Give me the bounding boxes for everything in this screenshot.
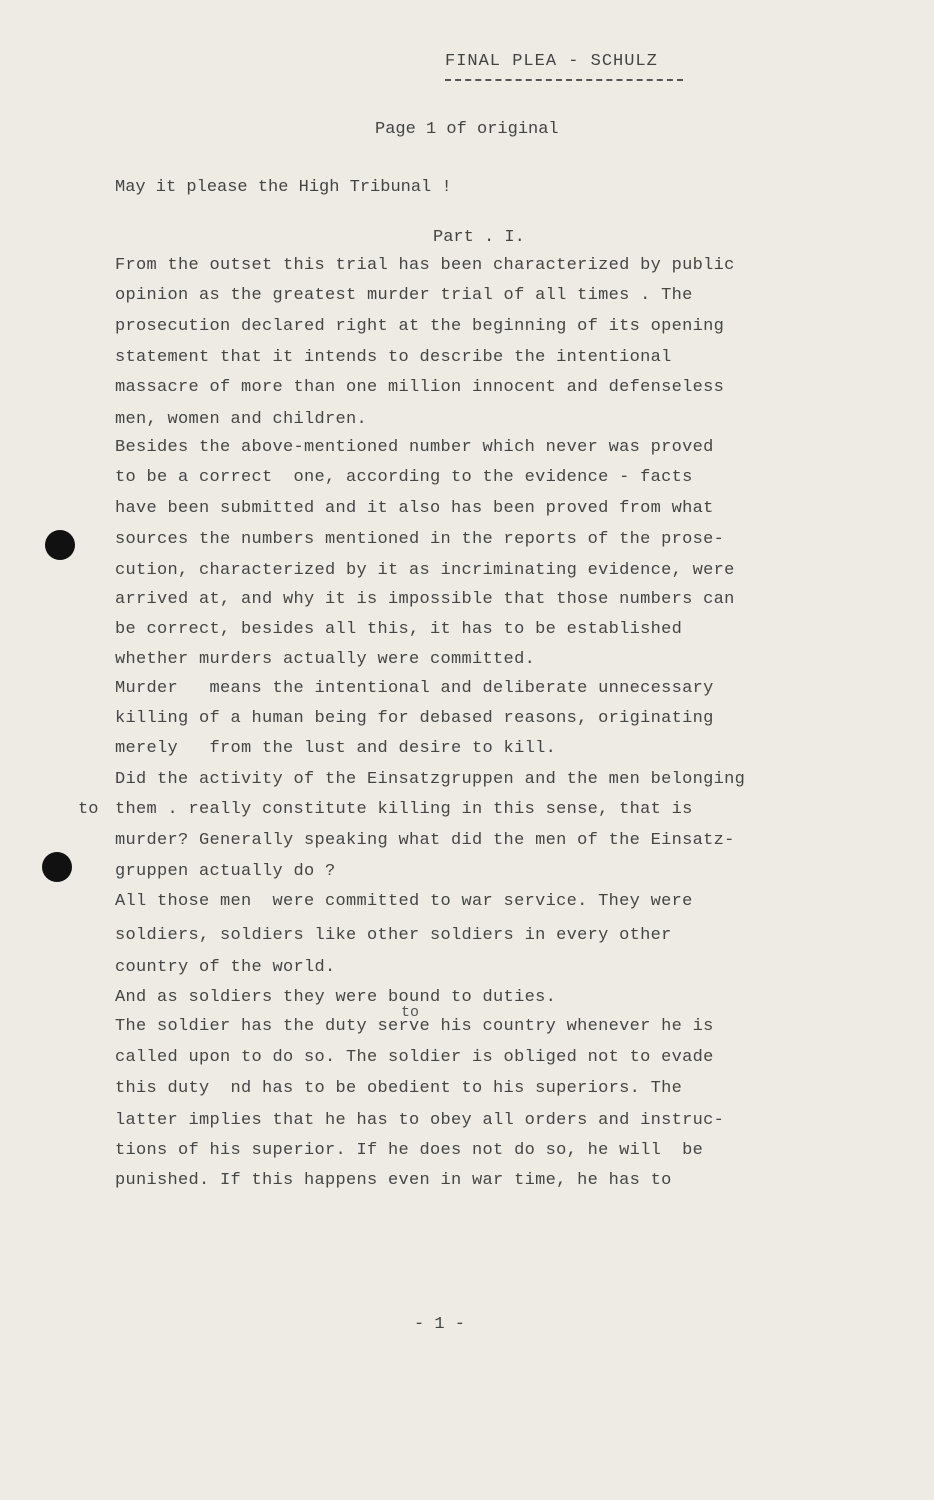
punch-hole bbox=[45, 530, 75, 560]
body-line: be correct, besides all this, it has to be established bbox=[115, 620, 683, 639]
interlinear-insert: to bbox=[401, 1004, 420, 1021]
body-line: tions of his superior. If he does not do so, he will be bbox=[115, 1141, 704, 1160]
body-line: All those men were committed to war service. They were bbox=[115, 892, 693, 911]
body-line: cution, characterized by it as incriminating evidence, were bbox=[115, 561, 735, 580]
body-line: this duty nd has to be obedient to his superiors. The bbox=[115, 1079, 683, 1098]
body-line: arrived at, and why it is impossible that those numbers can bbox=[115, 590, 735, 609]
body-line: to be a correct one, according to the evidence - facts bbox=[115, 468, 693, 487]
body-line: Besides the above-mentioned number which never was proved bbox=[115, 438, 714, 457]
body-line: men, women and children. bbox=[115, 410, 368, 429]
body-line: massacre of more than one million innocent and defenseless bbox=[115, 378, 725, 397]
body-line: gruppen actually do ? bbox=[115, 862, 336, 881]
body-line: whether murders actually were committed. bbox=[115, 650, 536, 669]
body-line: statement that it intends to describe the intentional bbox=[115, 348, 672, 367]
body-line: killing of a human being for debased reasons, originating bbox=[115, 709, 714, 728]
part-heading: Part . I. bbox=[433, 228, 525, 247]
body-line: Did the activity of the Einsatzgruppen and the men belonging bbox=[115, 770, 746, 789]
body-line: soldiers, soldiers like other soldiers in every other bbox=[115, 926, 672, 945]
salutation: May it please the High Tribunal ! bbox=[115, 178, 452, 197]
original-page-note: Page 1 of original bbox=[375, 120, 559, 139]
body-line: them . really constitute killing in this sense, that is bbox=[115, 800, 693, 819]
body-line: country of the world. bbox=[115, 958, 336, 977]
body-line: murder? Generally speaking what did the men of the Einsatz- bbox=[115, 831, 735, 850]
title-underline bbox=[445, 79, 683, 81]
body-line: And as soldiers they were bound to duties. bbox=[115, 988, 557, 1007]
document-title: FINAL PLEA - SCHULZ bbox=[445, 52, 658, 71]
margin-note: to bbox=[78, 800, 99, 819]
body-line: have been submitted and it also has been proved from what bbox=[115, 499, 714, 518]
body-line: punished. If this happens even in war time, he has to bbox=[115, 1171, 672, 1190]
punch-hole bbox=[42, 852, 72, 882]
body-line: prosecution declared right at the beginning of its opening bbox=[115, 317, 725, 336]
body-line: sources the numbers mentioned in the reports of the prose- bbox=[115, 530, 725, 549]
page-number: - 1 - bbox=[414, 1315, 466, 1334]
body-line: The soldier has the duty serve his country whenever he is bbox=[115, 1017, 714, 1036]
body-line: Murder means the intentional and deliberate unnecessary bbox=[115, 679, 714, 698]
body-line: opinion as the greatest murder trial of all times . The bbox=[115, 286, 693, 305]
body-line: called upon to do so. The soldier is obliged not to evade bbox=[115, 1048, 714, 1067]
body-line: merely from the lust and desire to kill. bbox=[115, 739, 557, 758]
body-line: latter implies that he has to obey all orders and instruc- bbox=[115, 1111, 725, 1130]
body-line: From the outset this trial has been characterized by public bbox=[115, 256, 735, 275]
